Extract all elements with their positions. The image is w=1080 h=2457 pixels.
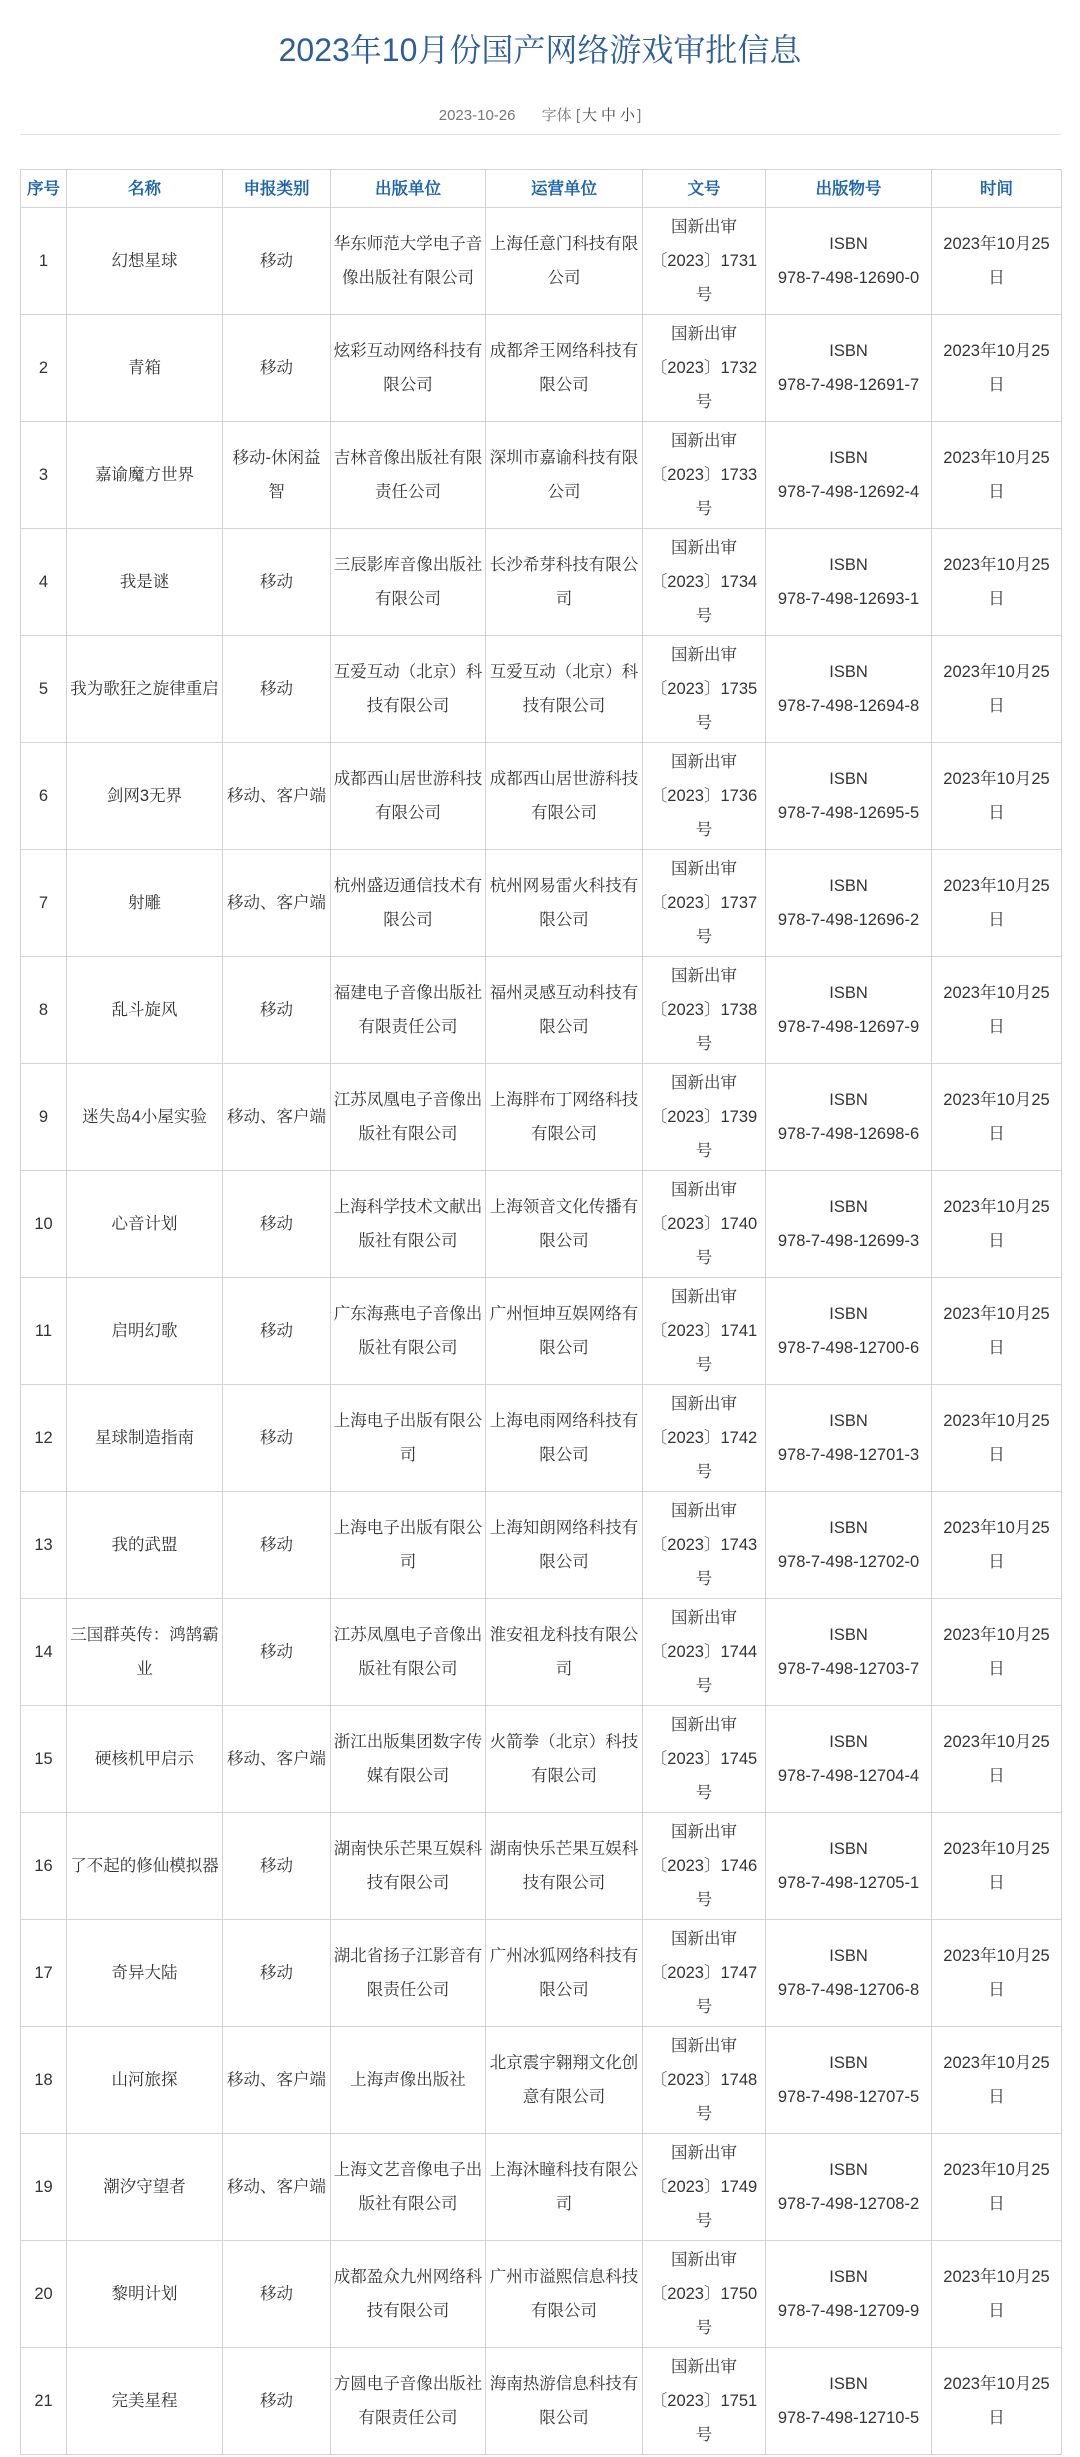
cell-isbn — [766, 529, 932, 636]
isbn-label: ISBN — [829, 1733, 868, 1751]
cell-no: 8 — [21, 957, 67, 1064]
cell-approval-no: 国新出审〔2023〕1733号 — [643, 422, 766, 529]
table-row — [21, 1064, 1062, 1171]
cell-game-name: 启明幻歌 — [67, 1278, 223, 1385]
isbn-label: ISBN — [829, 1198, 868, 1216]
cell-publisher: 三辰影库音像出版社有限公司 — [331, 529, 486, 636]
cell-isbn — [766, 743, 932, 850]
isbn-label: ISBN — [829, 1305, 868, 1323]
cell-game-name: 了不起的修仙模拟器 — [67, 1813, 223, 1920]
article-meta — [0, 105, 1080, 127]
cell-isbn — [766, 850, 932, 957]
cell-game-name: 嘉谕魔方世界 — [67, 422, 223, 529]
cell-operator: 上海知朗网络科技有限公司 — [486, 1492, 643, 1599]
table-row — [21, 529, 1062, 636]
cell-game-name: 幻想星球 — [67, 208, 223, 315]
cell-date: 2023年10月25日 — [932, 2027, 1062, 2134]
cell-game-name: 硬核机甲启示 — [67, 1706, 223, 1813]
table-row — [21, 1920, 1062, 2027]
cell-publisher: 上海电子出版有限公司 — [331, 1385, 486, 1492]
cell-operator: 湖南快乐芒果互娱科技有限公司 — [486, 1813, 643, 1920]
cell-publisher: 湖南快乐芒果互娱科技有限公司 — [331, 1813, 486, 1920]
font-size-bracket-open: [ — [575, 107, 581, 124]
isbn-number: 978-7-498-12708-2 — [777, 2195, 920, 2213]
cell-date: 2023年10月25日 — [932, 850, 1062, 957]
cell-publisher: 炫彩互动网络科技有限公司 — [331, 315, 486, 422]
cell-isbn — [766, 1492, 932, 1599]
cell-no: 6 — [21, 743, 67, 850]
cell-approval-no: 国新出审〔2023〕1735号 — [643, 636, 766, 743]
cell-publisher: 浙江出版集团数字传媒有限公司 — [331, 1706, 486, 1813]
table-header — [21, 170, 1062, 208]
isbn-label: ISBN — [829, 877, 868, 895]
cell-game-name: 奇异大陆 — [67, 1920, 223, 2027]
font-size-label: 字体 — [541, 107, 572, 124]
cell-game-name: 乱斗旋风 — [67, 957, 223, 1064]
cell-approval-no: 国新出审〔2023〕1748号 — [643, 2027, 766, 2134]
cell-isbn — [766, 422, 932, 529]
table-row — [21, 1813, 1062, 1920]
isbn-number: 978-7-498-12697-9 — [777, 1018, 920, 1036]
cell-no: 17 — [21, 1920, 67, 2027]
cell-publisher: 湖北省扬子江影音有限责任公司 — [331, 1920, 486, 2027]
column-header-publisher: 出版单位 — [331, 170, 486, 208]
isbn-label: ISBN — [829, 984, 868, 1002]
cell-no: 5 — [21, 636, 67, 743]
isbn-number: 978-7-498-12706-8 — [777, 1981, 920, 1999]
isbn-label: ISBN — [829, 2054, 868, 2072]
cell-operator: 上海领音文化传播有限公司 — [486, 1171, 643, 1278]
table-row — [21, 1171, 1062, 1278]
cell-game-name: 完美星程 — [67, 2348, 223, 2455]
cell-publisher: 杭州盛迈通信技术有限公司 — [331, 850, 486, 957]
cell-date: 2023年10月25日 — [932, 743, 1062, 850]
cell-date: 2023年10月25日 — [932, 529, 1062, 636]
isbn-label: ISBN — [829, 556, 868, 574]
cell-no: 12 — [21, 1385, 67, 1492]
cell-date: 2023年10月25日 — [932, 208, 1062, 315]
cell-category: 移动 — [223, 1492, 331, 1599]
cell-date: 2023年10月25日 — [932, 1920, 1062, 2027]
cell-date: 2023年10月25日 — [932, 1813, 1062, 1920]
cell-category: 移动 — [223, 2348, 331, 2455]
cell-approval-no: 国新出审〔2023〕1747号 — [643, 1920, 766, 2027]
cell-category: 移动 — [223, 2241, 331, 2348]
isbn-label: ISBN — [829, 2375, 868, 2393]
isbn-label: ISBN — [829, 449, 868, 467]
cell-game-name: 山河旅探 — [67, 2027, 223, 2134]
font-size-bracket-close: ] — [637, 107, 642, 124]
table-row — [21, 2348, 1062, 2455]
cell-isbn — [766, 1920, 932, 2027]
cell-publisher: 互爱互动（北京）科技有限公司 — [331, 636, 486, 743]
cell-isbn — [766, 1706, 932, 1813]
cell-category: 移动 — [223, 1171, 331, 1278]
isbn-number: 978-7-498-12700-6 — [777, 1339, 920, 1357]
cell-operator: 上海胖布丁网络科技有限公司 — [486, 1064, 643, 1171]
cell-operator: 上海电雨网络科技有限公司 — [486, 1385, 643, 1492]
isbn-label: ISBN — [829, 770, 868, 788]
isbn-number: 978-7-498-12701-3 — [777, 1446, 920, 1464]
cell-operator: 广州市溢熙信息科技有限公司 — [486, 2241, 643, 2348]
cell-operator: 互爱互动（北京）科技有限公司 — [486, 636, 643, 743]
cell-isbn — [766, 1171, 932, 1278]
cell-isbn — [766, 315, 932, 422]
cell-category: 移动、客户端 — [223, 1064, 331, 1171]
table-row — [21, 957, 1062, 1064]
cell-category: 移动 — [223, 1599, 331, 1706]
approval-table — [20, 169, 1062, 2455]
column-header-date: 时间 — [932, 170, 1062, 208]
isbn-number: 978-7-498-12695-5 — [777, 804, 920, 822]
cell-category: 移动、客户端 — [223, 743, 331, 850]
isbn-label: ISBN — [829, 342, 868, 360]
cell-approval-no: 国新出审〔2023〕1744号 — [643, 1599, 766, 1706]
isbn-number: 978-7-498-12705-1 — [777, 1874, 920, 1892]
cell-no: 18 — [21, 2027, 67, 2134]
cell-approval-no: 国新出审〔2023〕1731号 — [643, 208, 766, 315]
cell-isbn — [766, 1064, 932, 1171]
cell-isbn — [766, 1599, 932, 1706]
cell-approval-no: 国新出审〔2023〕1749号 — [643, 2134, 766, 2241]
cell-category: 移动 — [223, 1278, 331, 1385]
cell-operator: 成都斧王网络科技有限公司 — [486, 315, 643, 422]
cell-operator: 广州冰狐网络科技有限公司 — [486, 1920, 643, 2027]
cell-date: 2023年10月25日 — [932, 2134, 1062, 2241]
isbn-label: ISBN — [829, 1519, 868, 1537]
cell-date: 2023年10月25日 — [932, 1385, 1062, 1492]
cell-no: 15 — [21, 1706, 67, 1813]
cell-category: 移动、客户端 — [223, 2027, 331, 2134]
cell-operator: 上海任意门科技有限公司 — [486, 208, 643, 315]
cell-no: 4 — [21, 529, 67, 636]
cell-approval-no: 国新出审〔2023〕1734号 — [643, 529, 766, 636]
cell-publisher: 方圆电子音像出版社有限责任公司 — [331, 2348, 486, 2455]
cell-isbn — [766, 1385, 932, 1492]
table-row — [21, 2027, 1062, 2134]
cell-no: 20 — [21, 2241, 67, 2348]
cell-approval-no: 国新出审〔2023〕1742号 — [643, 1385, 766, 1492]
cell-game-name: 我为歌狂之旋律重启 — [67, 636, 223, 743]
isbn-number: 978-7-498-12698-6 — [777, 1125, 920, 1143]
isbn-label: ISBN — [829, 235, 868, 253]
cell-publisher: 吉林音像出版社有限责任公司 — [331, 422, 486, 529]
isbn-number: 978-7-498-12693-1 — [777, 590, 920, 608]
cell-approval-no: 国新出审〔2023〕1740号 — [643, 1171, 766, 1278]
cell-publisher: 福建电子音像出版社有限责任公司 — [331, 957, 486, 1064]
cell-approval-no: 国新出审〔2023〕1739号 — [643, 1064, 766, 1171]
cell-date: 2023年10月25日 — [932, 2348, 1062, 2455]
cell-date: 2023年10月25日 — [932, 422, 1062, 529]
isbn-number: 978-7-498-12702-0 — [777, 1553, 920, 1571]
isbn-label: ISBN — [829, 1091, 868, 1109]
column-header-name: 名称 — [67, 170, 223, 208]
cell-game-name: 黎明计划 — [67, 2241, 223, 2348]
cell-category: 移动 — [223, 529, 331, 636]
cell-isbn — [766, 2241, 932, 2348]
cell-game-name: 潮汐守望者 — [67, 2134, 223, 2241]
cell-game-name: 青箱 — [67, 315, 223, 422]
column-header-isbn: 出版物号 — [766, 170, 932, 208]
cell-category: 移动 — [223, 1385, 331, 1492]
cell-no: 10 — [21, 1171, 67, 1278]
isbn-label: ISBN — [829, 1947, 868, 1965]
isbn-number: 978-7-498-12694-8 — [777, 697, 920, 715]
table-row — [21, 850, 1062, 957]
cell-date: 2023年10月25日 — [932, 1492, 1062, 1599]
cell-no: 19 — [21, 2134, 67, 2241]
isbn-number: 978-7-498-12696-2 — [777, 911, 920, 929]
cell-approval-no: 国新出审〔2023〕1745号 — [643, 1706, 766, 1813]
cell-operator: 海南热游信息科技有限公司 — [486, 2348, 643, 2455]
cell-game-name: 迷失岛4小屋实验 — [67, 1064, 223, 1171]
isbn-number: 978-7-498-12704-4 — [777, 1767, 920, 1785]
table-row — [21, 208, 1062, 315]
cell-game-name: 我是谜 — [67, 529, 223, 636]
isbn-number: 978-7-498-12710-5 — [777, 2409, 920, 2427]
cell-category: 移动、客户端 — [223, 850, 331, 957]
table-row — [21, 1492, 1062, 1599]
isbn-label: ISBN — [829, 2268, 868, 2286]
cell-no: 21 — [21, 2348, 67, 2455]
cell-game-name: 我的武盟 — [67, 1492, 223, 1599]
meta-divider — [20, 134, 1061, 135]
table-row — [21, 315, 1062, 422]
cell-operator: 淮安祖龙科技有限公司 — [486, 1599, 643, 1706]
cell-isbn — [766, 1813, 932, 1920]
font-size-small-link[interactable]: 小 — [620, 107, 636, 124]
isbn-label: ISBN — [829, 1840, 868, 1858]
isbn-number: 978-7-498-12692-4 — [777, 483, 920, 501]
cell-publisher: 上海科学技术文献出版社有限公司 — [331, 1171, 486, 1278]
cell-isbn — [766, 2348, 932, 2455]
cell-operator: 成都西山居世游科技有限公司 — [486, 743, 643, 850]
cell-operator: 福州灵感互动科技有限公司 — [486, 957, 643, 1064]
column-header-approval-no: 文号 — [643, 170, 766, 208]
isbn-label: ISBN — [829, 2161, 868, 2179]
cell-category: 移动 — [223, 208, 331, 315]
cell-isbn — [766, 957, 932, 1064]
cell-isbn — [766, 2027, 932, 2134]
isbn-number: 978-7-498-12691-7 — [777, 376, 920, 394]
cell-no: 13 — [21, 1492, 67, 1599]
cell-approval-no: 国新出审〔2023〕1738号 — [643, 957, 766, 1064]
cell-isbn — [766, 636, 932, 743]
isbn-number: 978-7-498-12709-9 — [777, 2302, 920, 2320]
table-row — [21, 1599, 1062, 1706]
cell-no: 9 — [21, 1064, 67, 1171]
cell-publisher: 上海声像出版社 — [331, 2027, 486, 2134]
cell-publisher: 上海电子出版有限公司 — [331, 1492, 486, 1599]
isbn-number: 978-7-498-12707-5 — [777, 2088, 920, 2106]
isbn-number: 978-7-498-12699-3 — [777, 1232, 920, 1250]
cell-date: 2023年10月25日 — [932, 1278, 1062, 1385]
cell-isbn — [766, 208, 932, 315]
cell-publisher: 华东师范大学电子音像出版社有限公司 — [331, 208, 486, 315]
cell-date: 2023年10月25日 — [932, 2241, 1062, 2348]
cell-date: 2023年10月25日 — [932, 957, 1062, 1064]
table-row — [21, 1278, 1062, 1385]
cell-approval-no: 国新出审〔2023〕1737号 — [643, 850, 766, 957]
cell-no: 1 — [21, 208, 67, 315]
table-row — [21, 1706, 1062, 1813]
cell-isbn — [766, 2134, 932, 2241]
column-header-category: 申报类别 — [223, 170, 331, 208]
article-title: 2023年10月份国产网络游戏审批信息 — [278, 32, 802, 68]
isbn-label: ISBN — [829, 663, 868, 681]
cell-game-name: 星球制造指南 — [67, 1385, 223, 1492]
cell-date: 2023年10月25日 — [932, 1599, 1062, 1706]
cell-operator: 长沙希芽科技有限公司 — [486, 529, 643, 636]
cell-category: 移动、客户端 — [223, 1706, 331, 1813]
isbn-number: 978-7-498-12703-7 — [777, 1660, 920, 1678]
cell-operator: 深圳市嘉谕科技有限公司 — [486, 422, 643, 529]
cell-approval-no: 国新出审〔2023〕1750号 — [643, 2241, 766, 2348]
isbn-number: 978-7-498-12690-0 — [777, 269, 920, 287]
cell-operator: 广州恒坤互娱网络有限公司 — [486, 1278, 643, 1385]
cell-operator: 上海沐瞳科技有限公司 — [486, 2134, 643, 2241]
isbn-label: ISBN — [829, 1412, 868, 1430]
cell-date: 2023年10月25日 — [932, 1171, 1062, 1278]
cell-category: 移动、客户端 — [223, 2134, 331, 2241]
table-row — [21, 636, 1062, 743]
cell-category: 移动 — [223, 957, 331, 1064]
font-size-large-link[interactable]: 大 — [582, 107, 598, 124]
cell-approval-no: 国新出审〔2023〕1736号 — [643, 743, 766, 850]
cell-category: 移动-休闲益智 — [223, 422, 331, 529]
cell-isbn — [766, 1278, 932, 1385]
table-row — [21, 1385, 1062, 1492]
publish-date: 2023-10-26 — [438, 107, 516, 124]
cell-category: 移动 — [223, 1813, 331, 1920]
cell-game-name: 剑网3无界 — [67, 743, 223, 850]
cell-date: 2023年10月25日 — [932, 315, 1062, 422]
cell-no: 7 — [21, 850, 67, 957]
cell-date: 2023年10月25日 — [932, 1706, 1062, 1813]
font-size-medium-link[interactable]: 中 — [601, 107, 617, 124]
table-row — [21, 2134, 1062, 2241]
cell-publisher: 江苏凤凰电子音像出版社有限公司 — [331, 1064, 486, 1171]
isbn-label: ISBN — [829, 1626, 868, 1644]
cell-no: 11 — [21, 1278, 67, 1385]
table-row — [21, 743, 1062, 850]
cell-category: 移动 — [223, 1920, 331, 2027]
cell-publisher: 上海文艺音像电子出版社有限公司 — [331, 2134, 486, 2241]
cell-operator: 火箭拳（北京）科技有限公司 — [486, 1706, 643, 1813]
cell-publisher: 成都西山居世游科技有限公司 — [331, 743, 486, 850]
cell-category: 移动 — [223, 315, 331, 422]
table-header-row — [21, 170, 1062, 208]
column-header-operator: 运营单位 — [486, 170, 643, 208]
cell-publisher: 广东海燕电子音像出版社有限公司 — [331, 1278, 486, 1385]
cell-approval-no: 国新出审〔2023〕1751号 — [643, 2348, 766, 2455]
cell-date: 2023年10月25日 — [932, 1064, 1062, 1171]
cell-no: 3 — [21, 422, 67, 529]
cell-publisher: 江苏凤凰电子音像出版社有限公司 — [331, 1599, 486, 1706]
table-body — [21, 208, 1062, 2455]
cell-operator: 北京震宇翱翔文化创意有限公司 — [486, 2027, 643, 2134]
cell-approval-no: 国新出审〔2023〕1732号 — [643, 315, 766, 422]
cell-game-name: 射雕 — [67, 850, 223, 957]
cell-operator: 杭州网易雷火科技有限公司 — [486, 850, 643, 957]
cell-date: 2023年10月25日 — [932, 636, 1062, 743]
cell-approval-no: 国新出审〔2023〕1743号 — [643, 1492, 766, 1599]
cell-no: 16 — [21, 1813, 67, 1920]
cell-approval-no: 国新出审〔2023〕1746号 — [643, 1813, 766, 1920]
column-header-no: 序号 — [21, 170, 67, 208]
cell-no: 2 — [21, 315, 67, 422]
cell-no: 14 — [21, 1599, 67, 1706]
cell-game-name: 心音计划 — [67, 1171, 223, 1278]
cell-category: 移动 — [223, 636, 331, 743]
table-row — [21, 2241, 1062, 2348]
table-row — [21, 422, 1062, 529]
cell-game-name: 三国群英传：鸿鹄霸业 — [67, 1599, 223, 1706]
cell-publisher: 成都盈众九州网络科技有限公司 — [331, 2241, 486, 2348]
cell-approval-no: 国新出审〔2023〕1741号 — [643, 1278, 766, 1385]
